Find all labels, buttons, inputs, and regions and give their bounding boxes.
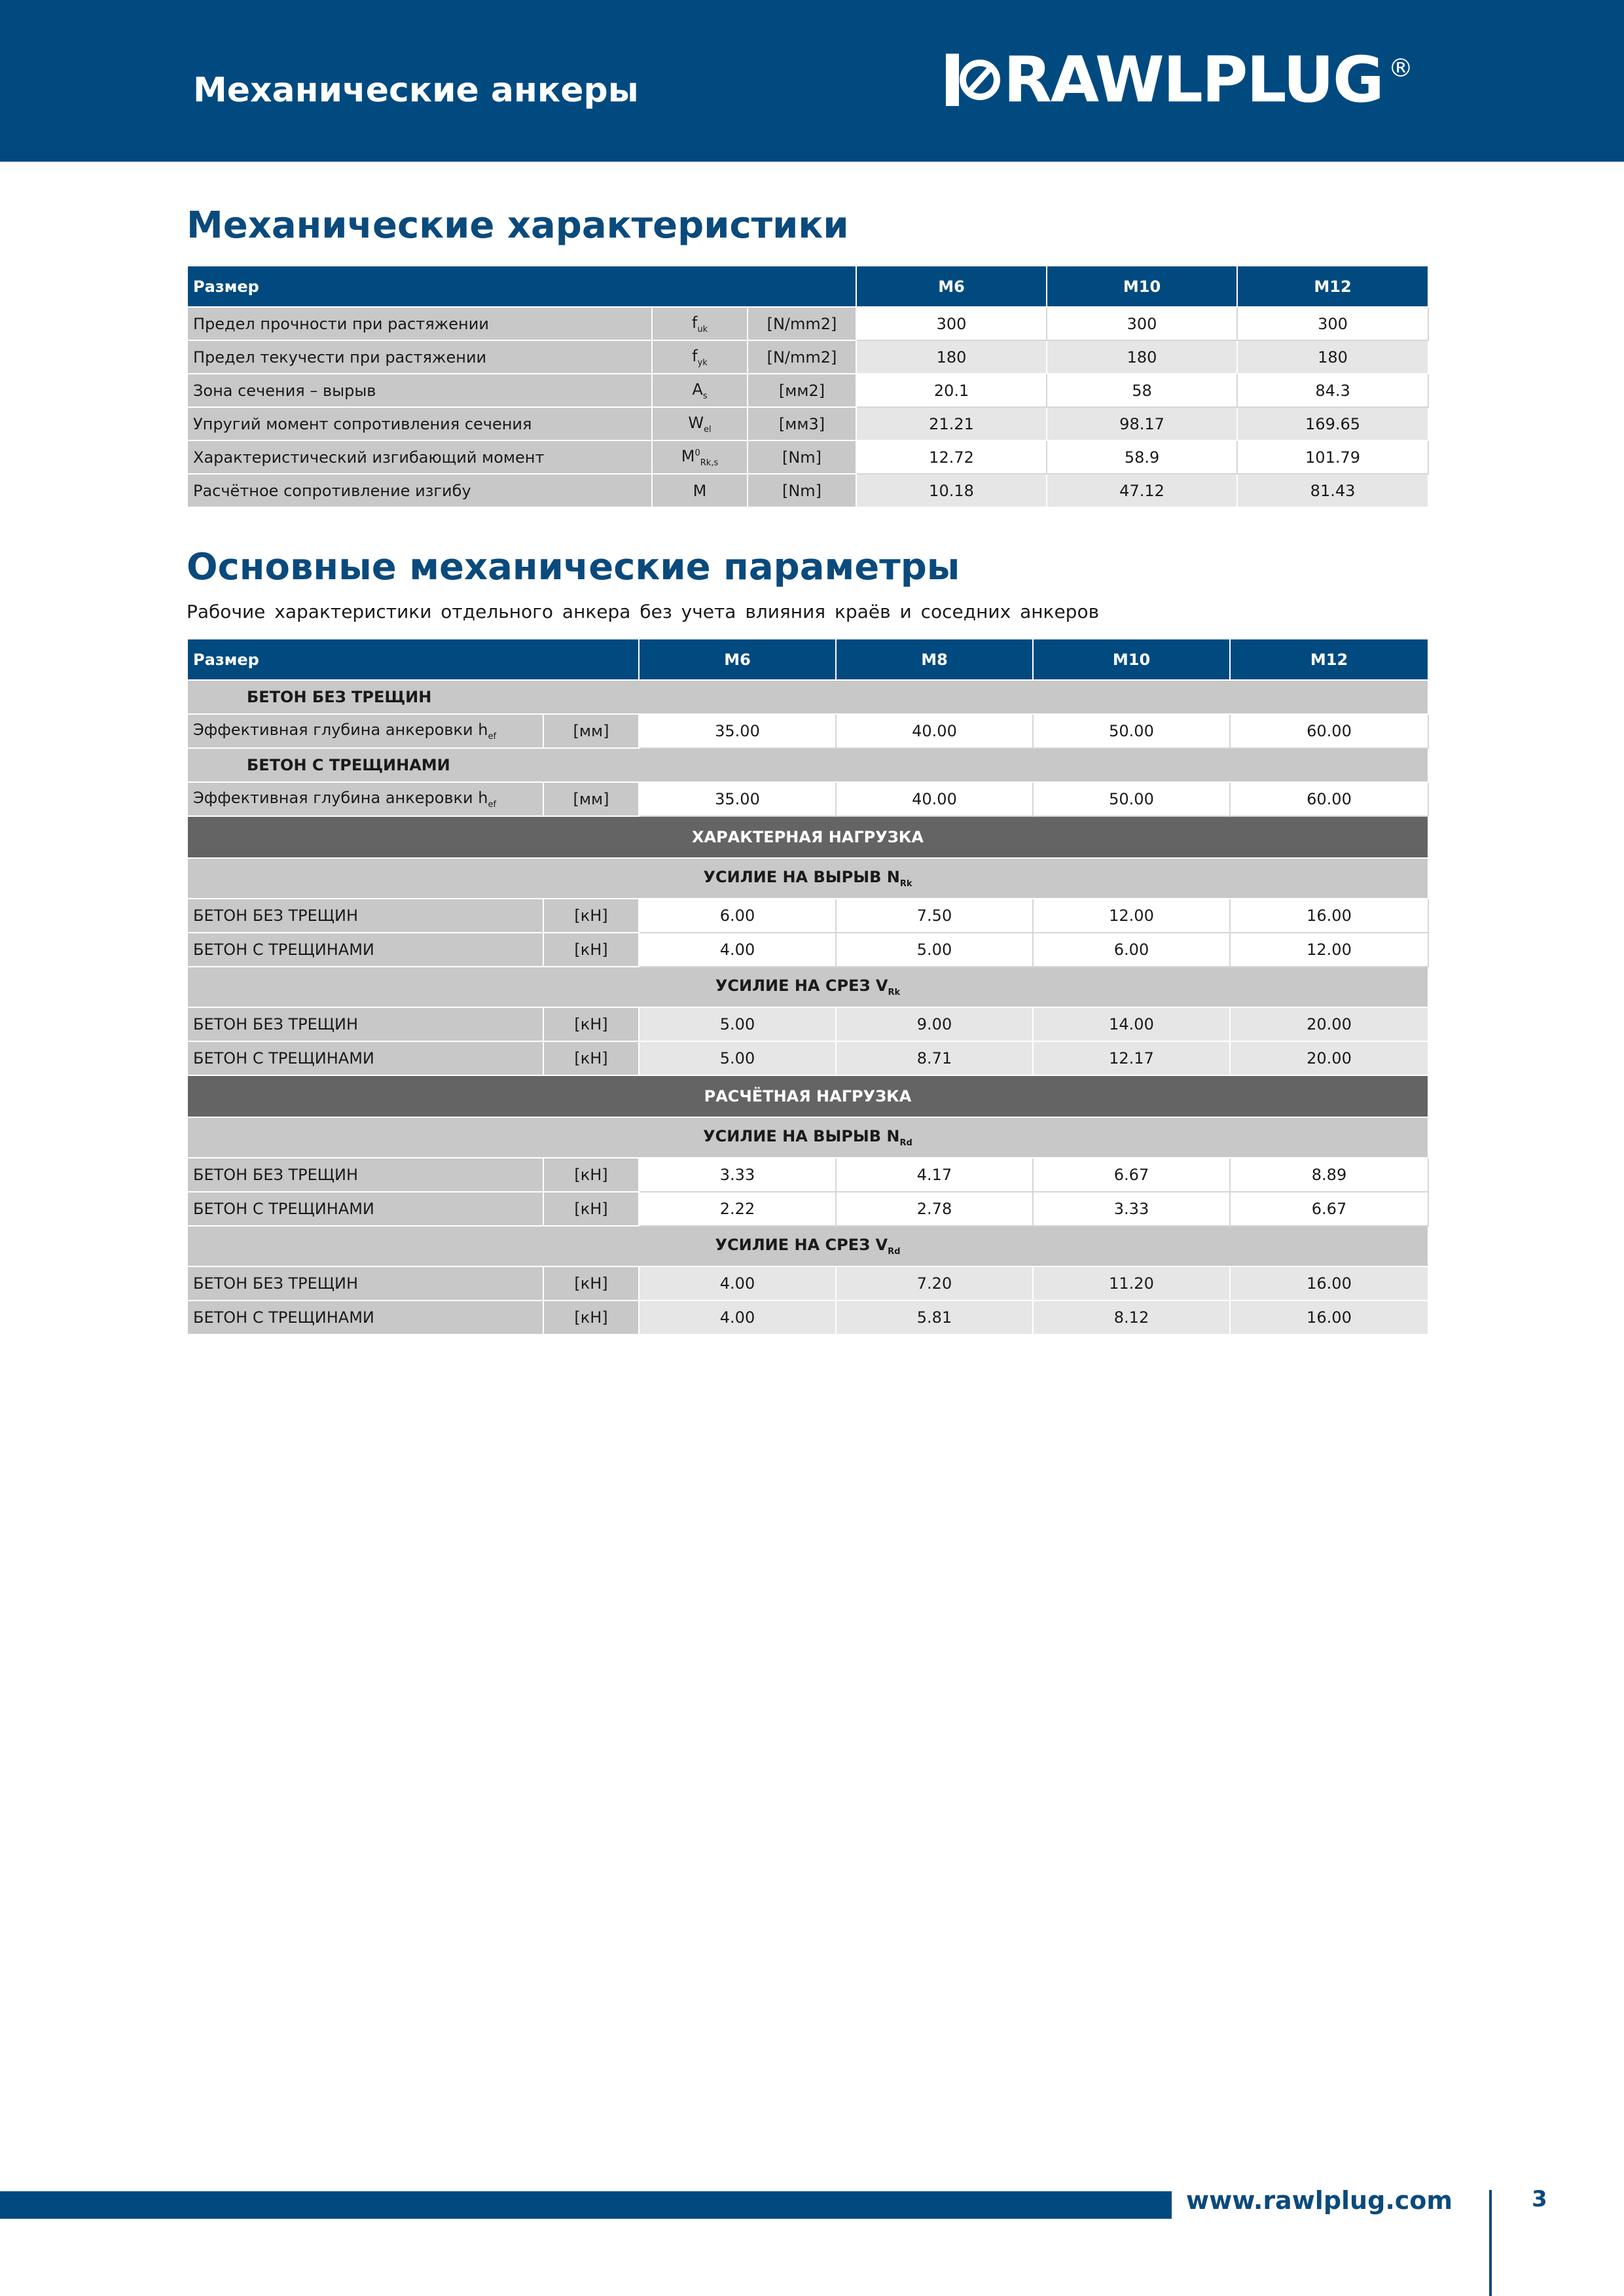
table-row: БЕТОН С ТРЕЩИНАМИ [кН] 5.00 8.71 12.17 20.00: [187, 1041, 1428, 1075]
value-cell: 20.1: [856, 374, 1047, 407]
table-row: [187, 340, 1428, 374]
website-link[interactable]: www.rawlplug.com: [1186, 2186, 1453, 2215]
row-label: Предел прочности при растяжении: [187, 307, 652, 340]
value-cell: 98.17: [1047, 407, 1237, 440]
table-row: БЕТОН БЕЗ ТРЕЩИН [кН] 5.00 9.00 14.00 20.00: [187, 1007, 1428, 1041]
rawlplug-logo: [946, 43, 1413, 117]
table-row: [187, 714, 1428, 748]
value-cell: 84.3: [1237, 374, 1428, 407]
section-title-basic-params: Основные механические параметры: [187, 546, 960, 588]
value-cell: 180: [856, 340, 1047, 374]
tension-rk-header: УСИЛИЕ НА ВЫРЫВ $N_{Rk}$: [187, 858, 1428, 899]
symbol-cell: $f_{yk}$: [652, 340, 748, 374]
col-header: M12: [1237, 266, 1428, 307]
value-cell: 169.65: [1237, 407, 1428, 440]
embed-depth-label: Эффективная глубина анкеровки $h_{ef}$: [187, 782, 543, 816]
page-header: [0, 0, 1624, 162]
table-row: БЕТОН С ТРЕЩИНАМИ [кН] 4.00 5.81 8.12 16.00: [187, 1300, 1428, 1335]
unit-cell: [Nm]: [748, 474, 856, 507]
symbol-cell: M: [652, 474, 748, 507]
unit-cell: [мм]: [543, 782, 639, 816]
table-row: [187, 440, 1428, 474]
value-cell: 60.00: [1230, 714, 1428, 748]
tension-rd-header: УСИЛИЕ НА ВЫРЫВ $N_{Rd}$: [187, 1117, 1428, 1158]
table-row: БЕТОН БЕЗ ТРЕЩИН [кН] 3.33 4.17 6.67 8.89: [187, 1158, 1428, 1192]
design-load-header: РАСЧЁТНАЯ НАГРУЗКА: [187, 1075, 1428, 1117]
value-cell: 35.00: [639, 714, 836, 748]
mechanical-characteristics-table: [187, 265, 1429, 508]
page-number: 3: [1532, 2186, 1547, 2212]
value-cell: 60.00: [1230, 782, 1428, 816]
value-cell: 58.9: [1047, 440, 1237, 474]
value-cell: 81.43: [1237, 474, 1428, 507]
col-header: M6: [856, 266, 1047, 307]
value-cell: 40.00: [836, 782, 1033, 816]
footer-bar: [0, 2191, 1172, 2219]
col-header: M10: [1033, 639, 1230, 680]
unit-cell: [мм]: [543, 714, 639, 748]
row-label: Зона сечения – вырыв: [187, 374, 652, 407]
unit-cell: [N/mm2]: [748, 307, 856, 340]
characteristic-load-header: ХАРАКТЕРНАЯ НАГРУЗКА: [187, 816, 1428, 858]
col-header: M10: [1047, 266, 1237, 307]
unit-cell: [мм3]: [748, 407, 856, 440]
table-header-row: [187, 639, 1428, 680]
value-cell: 101.79: [1237, 440, 1428, 474]
symbol-cell: $f_{uk}$: [652, 307, 748, 340]
section-subtitle: Рабочие характеристики отдельного анкера без учета влияния краёв и соседних анкеров: [187, 601, 1100, 622]
size-header: Размер: [187, 639, 639, 680]
value-cell: 35.00: [639, 782, 836, 816]
row-label: Характеристический изгибающий момент: [187, 440, 652, 474]
rawlplug-logo-icon: [946, 54, 1001, 106]
value-cell: 58: [1047, 374, 1237, 407]
col-header: M6: [639, 639, 836, 680]
unit-cell: [N/mm2]: [748, 340, 856, 374]
row-label: Расчётное сопротивление изгибу: [187, 474, 652, 507]
header-title: Механические анкеры: [193, 71, 639, 110]
section-title-mechanical: Механические характеристики: [187, 204, 849, 247]
col-header: M12: [1230, 639, 1428, 680]
value-cell: 300: [856, 307, 1047, 340]
value-cell: 300: [1237, 307, 1428, 340]
table-row: [187, 782, 1428, 816]
unit-cell: [мм2]: [748, 374, 856, 407]
col-header: M8: [836, 639, 1033, 680]
value-cell: 300: [1047, 307, 1237, 340]
registered-mark: ®: [1388, 54, 1413, 82]
footer-divider: [1489, 2190, 1492, 2296]
table-row: [187, 374, 1428, 407]
table-row: [187, 307, 1428, 340]
value-cell: 40.00: [836, 714, 1033, 748]
basic-parameters-table: [187, 638, 1429, 1335]
value-cell: 47.12: [1047, 474, 1237, 507]
value-cell: 50.00: [1033, 782, 1230, 816]
value-cell: 12.72: [856, 440, 1047, 474]
table-row: БЕТОН БЕЗ ТРЕЩИН [кН] 6.00 7.50 12.00 16.00: [187, 899, 1428, 933]
table-row: БЕТОН С ТРЕЩИНАМИ [кН] 2.22 2.78 3.33 6.67: [187, 1192, 1428, 1226]
subheader-uncracked: БЕТОН БЕЗ ТРЕЩИН: [187, 680, 1428, 714]
shear-rk-header: УСИЛИЕ НА СРЕЗ $V_{Rk}$: [187, 967, 1428, 1007]
unit-cell: [Nm]: [748, 440, 856, 474]
table-header-row: [187, 266, 1428, 307]
symbol-cell: $W_{el}$: [652, 407, 748, 440]
logo-text: RAWLPLUG: [1003, 43, 1383, 117]
shear-rd-header: УСИЛИЕ НА СРЕЗ $V_{Rd}$: [187, 1226, 1428, 1266]
subheader-cracked: БЕТОН С ТРЕЩИНАМИ: [187, 748, 1428, 782]
row-label: Предел текучести при растяжении: [187, 340, 652, 374]
row-label: Упругий момент сопротивления сечения: [187, 407, 652, 440]
embed-depth-label: Эффективная глубина анкеровки $h_{ef}$: [187, 714, 543, 748]
value-cell: 21.21: [856, 407, 1047, 440]
symbol-cell: $A_s$: [652, 374, 748, 407]
value-cell: 180: [1047, 340, 1237, 374]
size-header: Размер: [187, 266, 856, 307]
value-cell: 50.00: [1033, 714, 1230, 748]
table-row: БЕТОН БЕЗ ТРЕЩИН [кН] 4.00 7.20 11.20 16.00: [187, 1266, 1428, 1300]
table-row: БЕТОН С ТРЕЩИНАМИ [кН] 4.00 5.00 6.00 12.00: [187, 933, 1428, 967]
value-cell: 10.18: [856, 474, 1047, 507]
table-row: [187, 407, 1428, 440]
value-cell: 180: [1237, 340, 1428, 374]
table-row: [187, 474, 1428, 507]
symbol-cell: $M^0_{Rk,s}$: [652, 440, 748, 474]
